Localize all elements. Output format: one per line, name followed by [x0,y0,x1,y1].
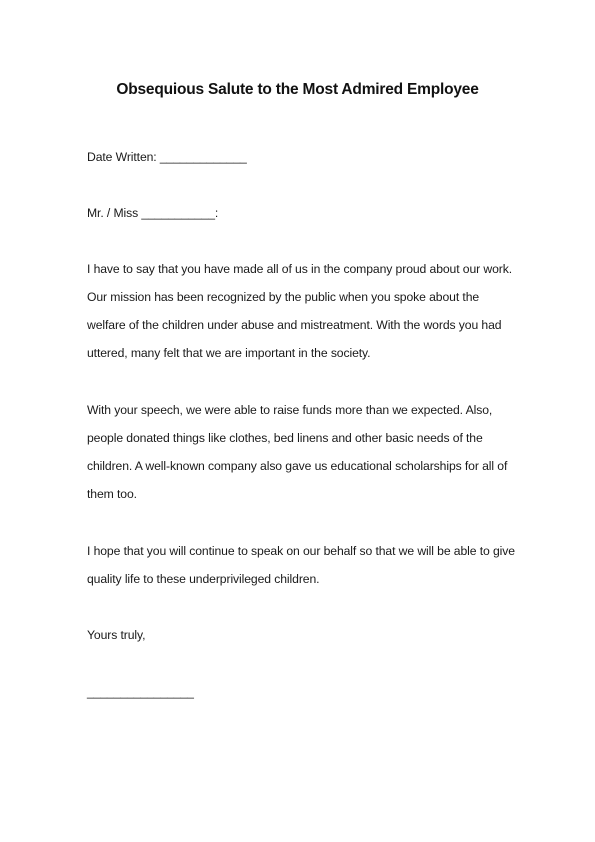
date-line: Date Written: _____________ [87,150,247,164]
paragraph-line: Our mission has been recognized by the public when you spoke about the [87,290,480,304]
paragraph-line: them too. [87,487,137,501]
paragraph-line: quality life to these underprivileged children. [87,572,320,586]
paragraph-line: uttered, many felt that we are important in the society. [87,346,371,360]
paragraph-line: With your speech, we were able to raise funds more than we expected. Also, [87,403,493,417]
salutation: Mr. / Miss ___________: [87,206,219,220]
page-title: Obsequious Salute to the Most Admired Employee [116,81,479,98]
paragraph-line: children. A well-known company also gave us educational scholarships for all of [87,459,508,473]
paragraph-line: people donated things like clothes, bed linens and other basic needs of the [87,431,483,445]
paragraph-line: I hope that you will continue to speak on our behalf so that we will be able to give [87,544,515,558]
paragraph-line: I have to say that you have made all of us in the company proud about our work. [87,262,513,276]
signature-line: ________________ [87,685,194,699]
paragraph-line: welfare of the children under abuse and mistreatment. With the words you had [87,318,502,332]
closing: Yours truly, [87,628,146,642]
